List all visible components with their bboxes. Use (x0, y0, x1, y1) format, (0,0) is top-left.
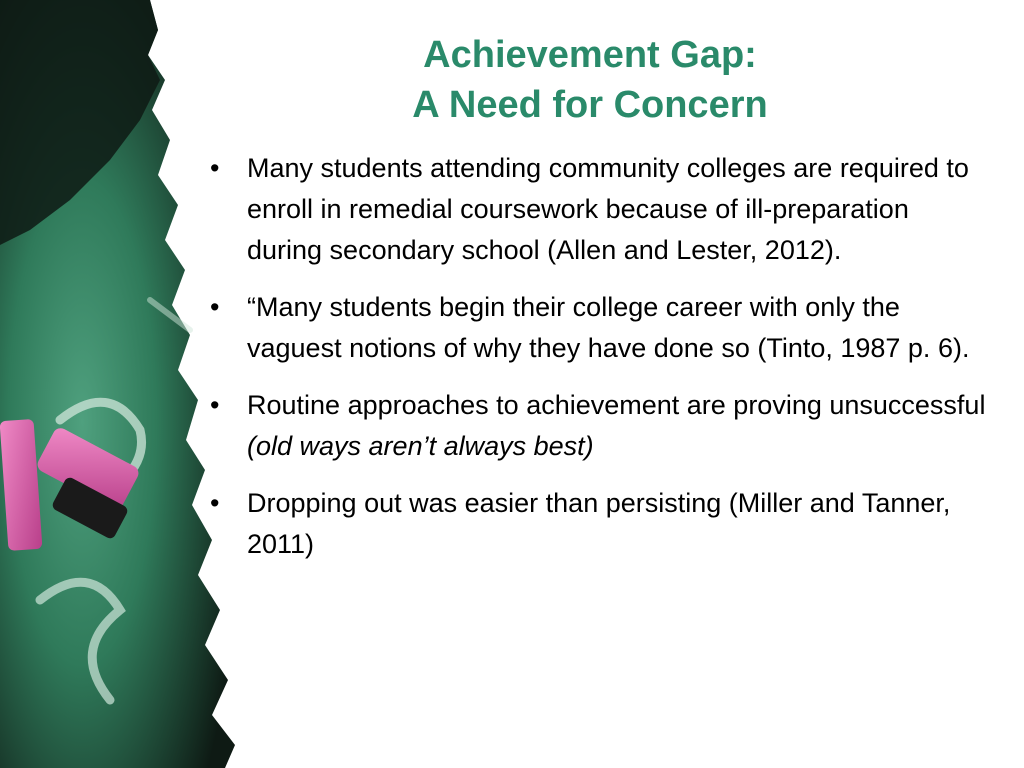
bullet-text: Routine approaches to achievement are proving unsuccessful (247, 390, 986, 420)
bullet-italic-text: (old ways aren’t always best) (247, 431, 594, 461)
slide-title (300, 30, 880, 130)
bullet-item (210, 148, 990, 271)
title-line-1: Achievement Gap: (423, 34, 757, 76)
bullet-list (210, 148, 990, 581)
bullet-dot-icon: • (210, 390, 220, 420)
bullet-text: Dropping out was easier than persisting (Miller and Tanner, 2011) (247, 488, 951, 559)
bullet-dot-icon: • (210, 488, 220, 518)
bullet-item (210, 287, 990, 369)
bullet-item (210, 483, 990, 565)
bullet-text: “Many students begin their college career with only the vaguest notions of why they have done so (Tinto, 1987 p. 6). (247, 292, 970, 363)
bullet-dot-icon: • (210, 153, 220, 183)
bullet-item (210, 385, 990, 467)
bullet-text: Many students attending community colleges are required to enroll in remedial coursework because of ill-preparation during secondary school (Allen and Lester, 2012). (247, 153, 969, 265)
title-line-2: A Need for Concern (412, 84, 768, 126)
bullet-dot-icon: • (210, 292, 220, 322)
